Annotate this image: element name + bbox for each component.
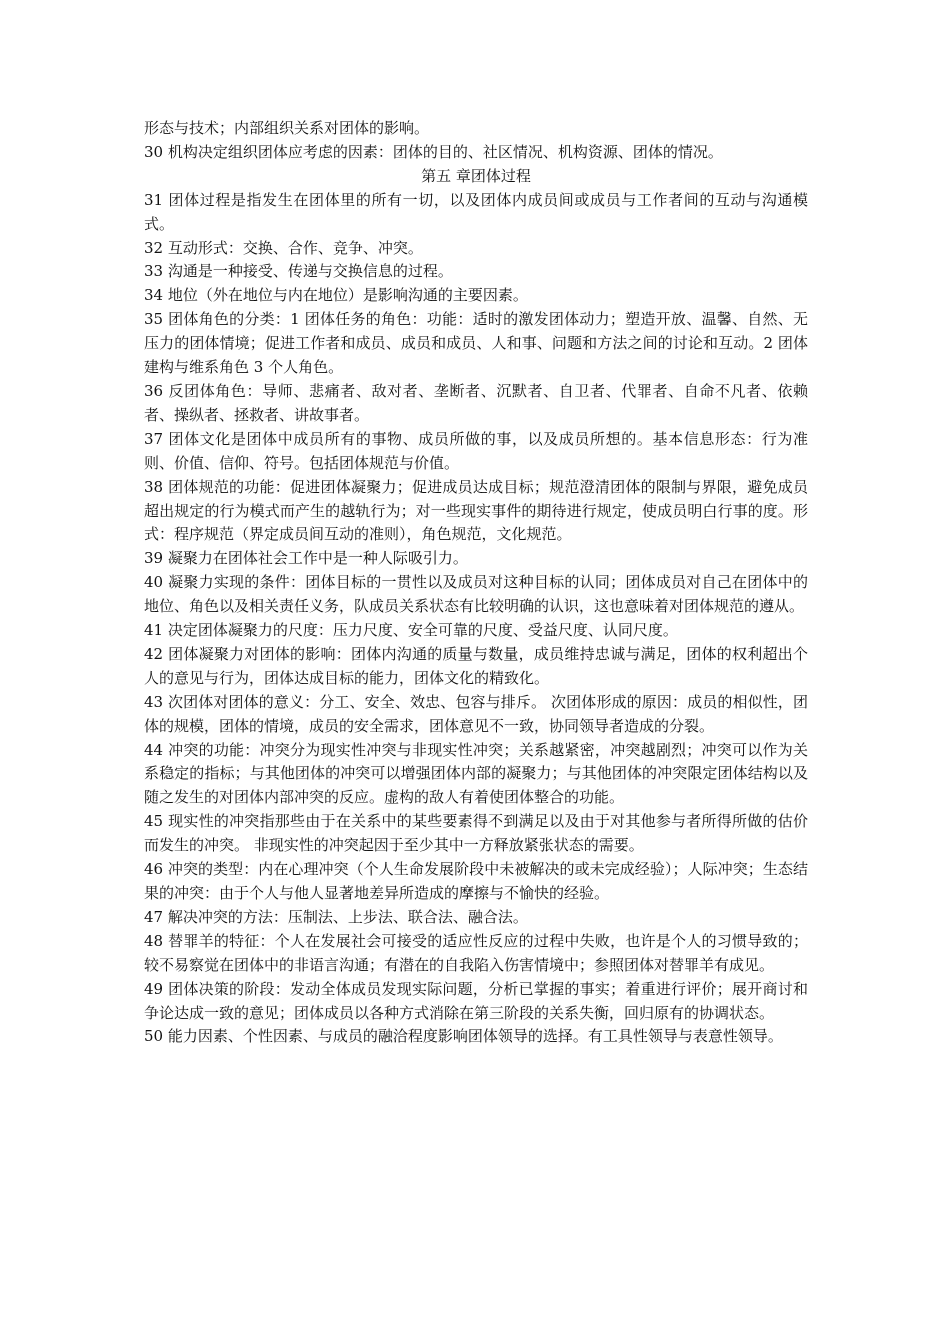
paragraph-41: 41 决定团体凝聚力的尺度：压力尺度、安全可靠的尺度、受益尺度、认同尺度。	[144, 621, 678, 640]
paragraph-49: 49 团体决策的阶段：发动全体成员发现实际问题，分析已掌握的事实；着重进行评价；展开商讨和争论达成一致的意见；团体成员以各种方式消除在第三阶段的关系失衡，回归原有的协调状态。	[144, 979, 808, 1022]
paragraph-47: 47 解决冲突的方法：压制法、上步法、联合法、融合法。	[144, 907, 528, 926]
paragraph-40: 40 凝聚力实现的条件：团体目标的一贯性以及成员对这种目标的认同；团体成员对自己在团体中的地位、角色以及相关责任义务，队成员关系状态有比较明确的认识，这也意味着对团体规范的遵从。	[144, 573, 808, 616]
paragraph-42: 42 团体凝聚力对团体的影响：团体内沟通的质量与数量，成员维持忠诚与满足，团体的权利超出个人的意见与行为，团体达成目标的能力，团体文化的精致化。	[144, 644, 808, 687]
paragraph-44: 44 冲突的功能：冲突分为现实性冲突与非现实性冲突；关系越紧密，冲突越剧烈；冲突可以作为关系稳定的指标；与其他团体的冲突可以增强团体内部的凝聚力；与其他团体的冲突限定团体结构以及随之发生的对团体内部冲突的反应。虚构的敌人有着使团体整合的功能。	[144, 740, 808, 807]
text-line: 30 机构决定组织团体应考虑的因素：团体的目的、社区情况、机构资源、团体的情况。	[144, 142, 723, 161]
paragraph-50: 50 能力因素、个性因素、与成员的融洽程度影响团体领导的选择。有工具性领导与表意性领导。	[144, 1027, 783, 1046]
paragraph-35: 35 团体角色的分类：1 团体任务的角色：功能：适时的激发团体动力；塑造开放、温馨、自然、无压力的团体情境；促进工作者和成员、成员和成员、人和事、问题和方法之间的讨论和互动。2 团体建构与维系角色 3 个人角色。	[144, 310, 808, 377]
paragraph-33: 33 沟通是一种接受、传递与交换信息的过程。	[144, 262, 453, 281]
paragraph-48: 48 替罪羊的特征：个人在发展社会可接受的适应性反应的过程中失败，也许是个人的习惯导致的；较不易察觉在团体中的非语言沟通；有潜在的自我陷入伤害情境中；参照团体对替罪羊有成见。	[144, 931, 808, 974]
paragraph-31: 31 团体过程是指发生在团体里的所有一切，以及团体内成员间或成员与工作者间的互动与沟通模式。	[144, 190, 808, 233]
paragraph-45: 45 现实性的冲突指那些由于在关系中的某些要素得不到满足以及由于对其他参与者所得所做的估价而发生的冲突。 非现实性的冲突起因于至少其中一方释放紧张状态的需要。	[144, 812, 808, 855]
paragraph-38: 38 团体规范的功能：促进团体凝聚力；促进成员达成目标；规范澄清团体的限制与界限，避免成员超出规定的行为模式而产生的越轨行为；对一些现实事件的期待进行规定，使成员明白行事的度。形式：程序规范（界定成员间互动的准则），角色规范，文化规范。	[144, 477, 808, 544]
paragraph-39: 39 凝聚力在团体社会工作中是一种人际吸引力。	[144, 549, 468, 568]
document-body	[144, 117, 808, 1049]
paragraph-34: 34 地位（外在地位与内在地位）是影响沟通的主要因素。	[144, 286, 528, 305]
text-line: 形态与技术；内部组织关系对团体的影响。	[144, 119, 430, 137]
paragraph-32: 32 互动形式：交换、合作、竞争、冲突。	[144, 238, 423, 257]
chapter-heading: 第五 章团体过程	[421, 166, 531, 185]
paragraph-37: 37 团体文化是团体中成员所有的事物、成员所做的事，以及成员所想的。基本信息形态：行为准则、价值、信仰、符号。包括团体规范与价值。	[144, 429, 808, 472]
paragraph-43: 43 次团体对团体的意义：分工、安全、效忠、包容与排斥。 次团体形成的原因：成员的相似性，团体的规模，团体的情境，成员的安全需求，团体意见不一致，协同领导者造成的分裂。	[144, 692, 808, 735]
paragraph-46: 46 冲突的类型：内在心理冲突（个人生命发展阶段中未被解决的或未完成经验）；人际冲突；生态结果的冲突：由于个人与他人显著地差异所造成的摩擦与不愉快的经验。	[144, 860, 808, 902]
paragraph-36: 36 反团体角色：导师、悲痛者、敌对者、垄断者、沉默者、自卫者、代罪者、自命不凡者、依赖者、操纵者、拯救者、讲故事者。	[144, 381, 808, 424]
